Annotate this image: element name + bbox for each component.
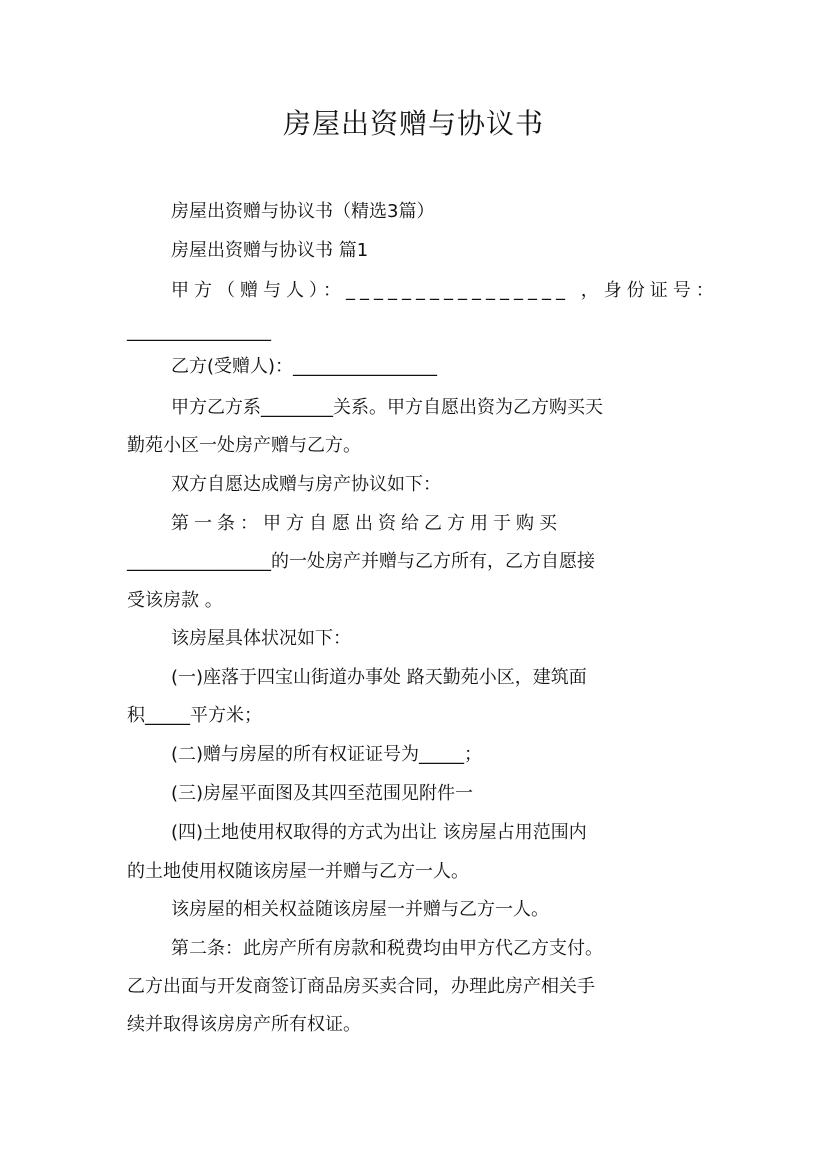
party-b-line: 乙方(受赠人)：________________ bbox=[171, 356, 438, 377]
party-a-line: 甲方（赠与人）：________________ ，身份证号： bbox=[171, 280, 719, 301]
relationship-line-cont: 勤苑小区一处房产赠与乙方。 bbox=[127, 435, 361, 456]
item-three: (三)房屋平面图及其四至范围见附件一 bbox=[171, 783, 474, 804]
item-four: (四)土地使用权取得的方式为出让 该房屋占用范围内 bbox=[171, 822, 587, 843]
article-two: 第二条：此房产所有房款和税费均由甲方代乙方支付。 bbox=[171, 938, 603, 959]
section-heading: 房屋出资赠与协议书 篇1 bbox=[171, 240, 369, 261]
agreement-intro: 双方自愿达成赠与房产协议如下： bbox=[171, 474, 441, 495]
item-one: (一)座落于四宝山街道办事处 路天勤苑小区，建筑面 bbox=[171, 667, 587, 688]
id-number-blank: ________________ bbox=[127, 321, 271, 342]
item-one-cont: 积_____平方米； bbox=[127, 705, 262, 726]
article-two-end: 续并取得该房房产所有权证。 bbox=[127, 1014, 361, 1035]
item-two: (二)赠与房屋的所有权证证号为_____； bbox=[171, 744, 483, 765]
article-one-end: 受该房款 。 bbox=[127, 590, 223, 611]
article-one: 第一条：甲方自愿出资给乙方用于购买 bbox=[171, 513, 562, 534]
article-one-cont: ________________的一处房产并赠与乙方所有，乙方自愿接 bbox=[127, 551, 595, 572]
subtitle-line: 房屋出资赠与协议书（精选3篇） bbox=[171, 201, 435, 222]
article-two-cont: 乙方出面与开发商签订商品房买卖合同，办理此房产相关手 bbox=[127, 976, 595, 997]
relationship-line: 甲方乙方系________关系。甲方自愿出资为乙方购买天 bbox=[171, 397, 603, 418]
item-four-cont: 的土地使用权随该房屋一并赠与乙方一人。 bbox=[127, 861, 469, 882]
document-title: 房屋出资赠与协议书 bbox=[282, 107, 544, 140]
rights-line: 该房屋的相关权益随该房屋一并赠与乙方一人。 bbox=[171, 899, 549, 920]
property-details-heading: 该房屋具体状况如下： bbox=[171, 628, 351, 649]
